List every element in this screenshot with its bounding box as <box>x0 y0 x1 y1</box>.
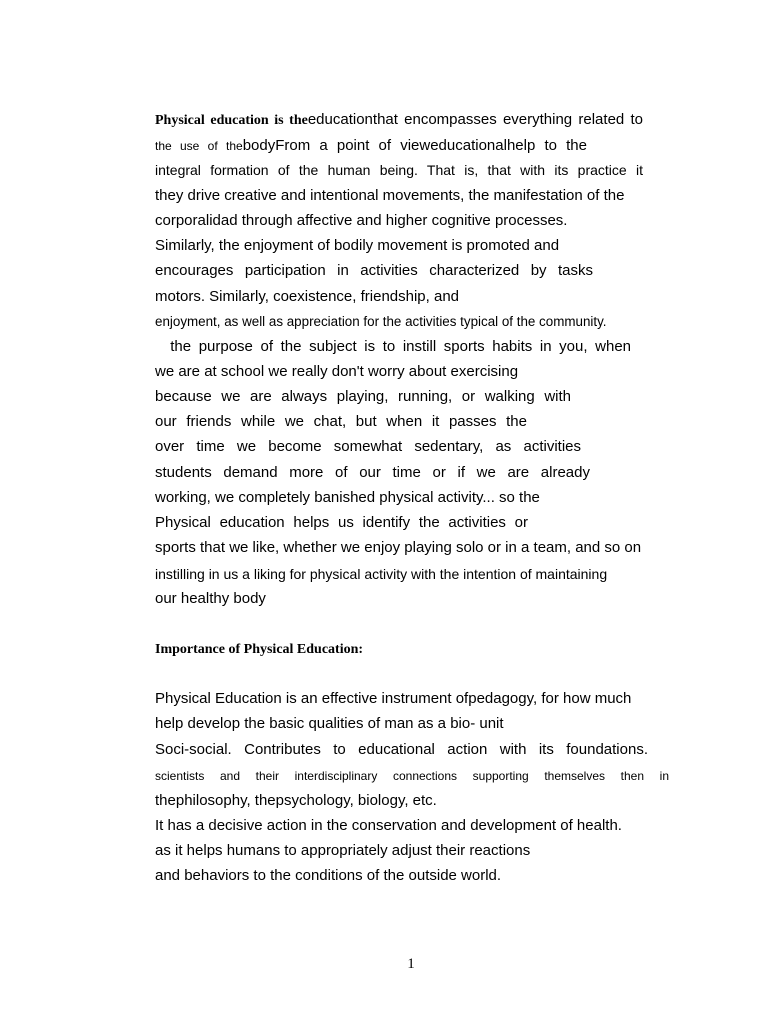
paragraph-3-line-4: scientists and their interdisciplinary connections supporting themselves then in <box>155 769 669 783</box>
paragraph-2-line-8: Physical education helps us identify the activities or <box>155 514 528 531</box>
paragraph-2-line-9: sports that we like, whether we enjoy playing solo or in a team, and so on <box>155 539 642 556</box>
paragraph-1-line-7: encourages participation in activities characterized by tasks <box>155 262 593 279</box>
paragraph-3-line-7: as it helps humans to appropriately adjust their reactions <box>155 842 531 859</box>
paragraph-2-line-1: the purpose of the subject is to instill sports habits in you, when <box>155 338 631 355</box>
paragraph-3-line-8: and behaviors to the conditions of the outside world. <box>155 867 502 884</box>
paragraph-3-line-6: It has a decisive action in the conservation and development of health. <box>155 817 622 834</box>
section-heading: Importance of Physical Education: <box>155 642 364 657</box>
page-number: 1 <box>407 956 415 972</box>
paragraph-2-line-7: working, we completely banished physical activity... so the <box>155 489 540 506</box>
paragraph-2-line-5: over time we become somewhat sedentary, as activities <box>155 438 581 455</box>
paragraph-1-line-6: Similarly, the enjoyment of bodily movement is promoted and <box>155 237 560 254</box>
paragraph-2-line-10: instilling in us a liking for physical activity with the intention of maintaining <box>155 566 608 582</box>
paragraph-1-line-3: integral formation of the human being. That is, that with its practice it <box>155 162 643 178</box>
paragraph-3-line-5: thephilosophy, thepsychology, biology, etc. <box>155 792 437 809</box>
paragraph-1-line-2 <box>155 137 587 155</box>
paragraph-1-line-8: motors. Similarly, coexistence, friendship, and <box>155 288 460 305</box>
bold-intro: Physical education is the <box>155 113 308 128</box>
paragraph-2-line-2: we are at school we really don't worry about exercising <box>155 363 519 380</box>
paragraph-3-line-1: Physical Education is an effective instrument ofpedagogy, for how much <box>155 690 632 707</box>
line-text: bodyFrom a point of vieweducationalhelp to the <box>242 137 587 154</box>
paragraph-2-line-3: because we are always playing, running, or walking with <box>155 388 571 405</box>
paragraph-3-line-3: Soci-social. Contributes to educational action with its foundations. <box>155 741 648 758</box>
paragraph-2-line-4: our friends while we chat, but when it passes the <box>155 413 527 430</box>
small-text: the use of the <box>155 139 243 153</box>
paragraph-1-line-1 <box>155 111 643 130</box>
paragraph-1-line-5: corporalidad through affective and higher cognitive processes. <box>155 212 568 229</box>
paragraph-2-line-11: our healthy body <box>155 590 266 607</box>
paragraph-3-line-2: help develop the basic qualities of man as a bio- unit <box>155 715 504 732</box>
paragraph-1-line-4: they drive creative and intentional movements, the manifestation of the <box>155 187 625 204</box>
line-text: educationthat encompasses everything related to <box>307 111 644 128</box>
paragraph-2-line-6: students demand more of our time or if we are already <box>155 464 590 481</box>
paragraph-1-line-9: enjoyment, as well as appreciation for the activities typical of the community. <box>155 314 607 329</box>
